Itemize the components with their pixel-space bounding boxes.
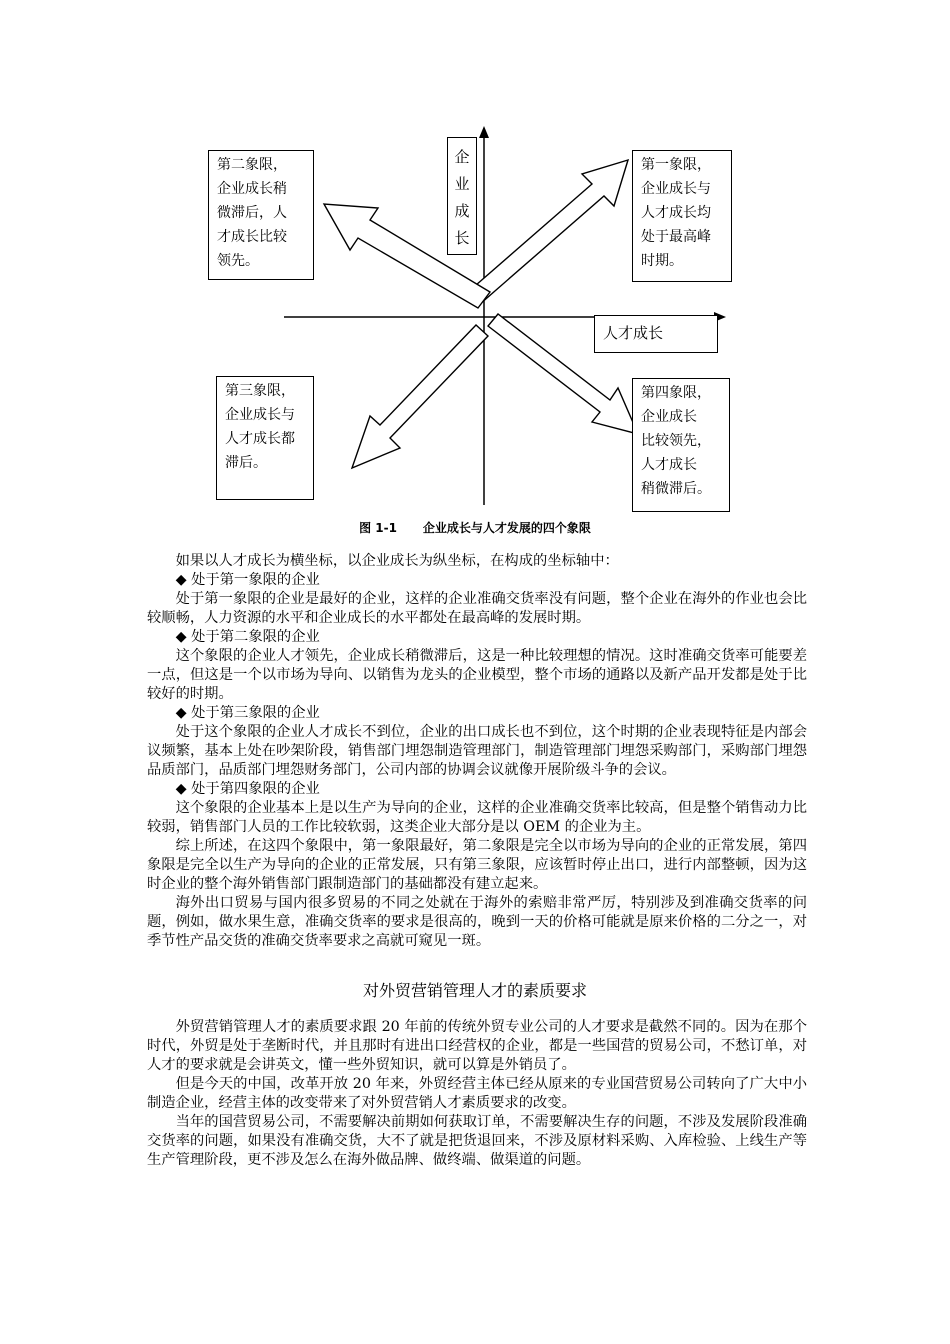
paragraph: 处于这个象限的企业人才成长不到位，企业的出口成长也不到位，这个时期的企业表现特征是内部会议频繁，基本上处在吵架阶段，销售部门埋怨制造管理部门，制造管理部门埋怨采购部门，采购部门埋怨品质部门，品质部门埋怨财务部门，公司内部的协调会议就像开展阶级斗争的会议。	[147, 724, 807, 778]
paragraph: 综上所述，在这四个象限中，第一象限最好，第二象限是完全以市场为导向的企业的正常发展，第四象限是完全以生产为导向的企业的正常发展，只有第三象限，应该暂时停止出口，进行内部整顿，因为这时企业的整个海外销售部门跟制造部门的基础都没有建立起来。	[147, 838, 807, 892]
body-text-section2	[147, 1018, 807, 1170]
bullet-heading: ◆ 处于第二象限的企业	[175, 629, 320, 645]
paragraph: 这个象限的企业基本上是以生产为导向的企业，这样的企业准确交货率比较高，但是整个销售动力比较弱，销售部门人员的工作比较软弱，这类企业大部分是以 OEM 的企业为主。	[147, 800, 807, 835]
bullet-heading: ◆ 处于第三象限的企业	[175, 705, 320, 721]
paragraph: 海外出口贸易与国内很多贸易的不同之处就在于海外的索赔非常严厉，特别涉及到准确交货率的问题，例如，做水果生意，准确交货率的要求是很高的，晚到一天的价格可能就是原来价格的二分之一，对季节性产品交货的准确交货率要求之高就可窥见一斑。	[147, 895, 807, 949]
arrow-quadrant1	[468, 160, 628, 304]
quadrant4-box: 第四象限， 企业成长 比较领先， 人才成长 稍微滞后。	[632, 378, 730, 512]
quadrant1-box: 第一象限， 企业成长与 人才成长均 处于最高峰 时期。	[632, 150, 732, 282]
quadrant3-box: 第三象限， 企业成长与 人才成长都 滞后。	[216, 376, 314, 500]
section-heading: 对外贸营销管理人才的素质要求	[362, 981, 587, 1000]
y-axis-arrowhead	[479, 126, 489, 138]
paragraph: 当年的国营贸易公司，不需要解决前期如何获取订单，不需要解决生存的问题，不涉及发展阶段准确交货率的问题，如果没有准确交货，大不了就是把货退回来，不涉及原材料采购、入库检验、上线生产等生产管理阶段，更不涉及怎么在海外做品牌、做终端、做渠道的问题。	[147, 1114, 807, 1168]
y-axis-label: 企 业 成 长	[447, 137, 477, 255]
figure-caption	[0, 519, 950, 536]
x-axis-label: 人才成长	[594, 315, 718, 353]
arrow-quadrant3	[352, 325, 488, 468]
paragraph: 这个象限的企业人才领先，企业成长稍微滞后，这是一种比较理想的情况。这时准确交货率可能要差一点，但这是一个以市场为导向、以销售为龙头的企业模型，整个市场的通路以及新产品开发都是处于比较好的时期。	[147, 648, 807, 702]
bullet-heading: ◆ 处于第四象限的企业	[175, 781, 320, 797]
body-text-section1	[147, 552, 807, 951]
paragraph: 处于第一象限的企业是最好的企业，这样的企业准确交货率没有问题，整个企业在海外的作业也会比较顺畅，人力资源的水平和企业成长的水平都处在最高峰的发展时期。	[147, 591, 807, 626]
paragraph: 但是今天的中国，改革开放 20 年来，外贸经营主体已经从原来的专业国营贸易公司转向了广大中小制造企业，经营主体的改变带来了对外贸营销人才素质要求的改变。	[147, 1076, 807, 1111]
bullet-heading: ◆ 处于第一象限的企业	[175, 572, 320, 588]
paragraph: 如果以人才成长为横坐标，以企业成长为纵坐标，在构成的坐标轴中：	[175, 553, 619, 569]
caption-number: 图 1-1	[359, 521, 397, 535]
quadrant2-box: 第二象限， 企业成长稍 微滞后，人 才成长比较 领先。	[208, 150, 314, 280]
paragraph: 外贸营销管理人才的素质要求跟 20 年前的传统外贸专业公司的人才要求是截然不同的。因为在那个时代，外贸是处于垄断时代，并且那时有进出口经营权的企业，都是一些国营的贸易公司，不愁订单，对人才的要求就是会讲英文，懂一些外贸知识，就可以算是外销员了。	[147, 1019, 807, 1073]
caption-text: 企业成长与人才发展的四个象限	[422, 521, 591, 535]
quadrant-diagram	[200, 120, 740, 515]
